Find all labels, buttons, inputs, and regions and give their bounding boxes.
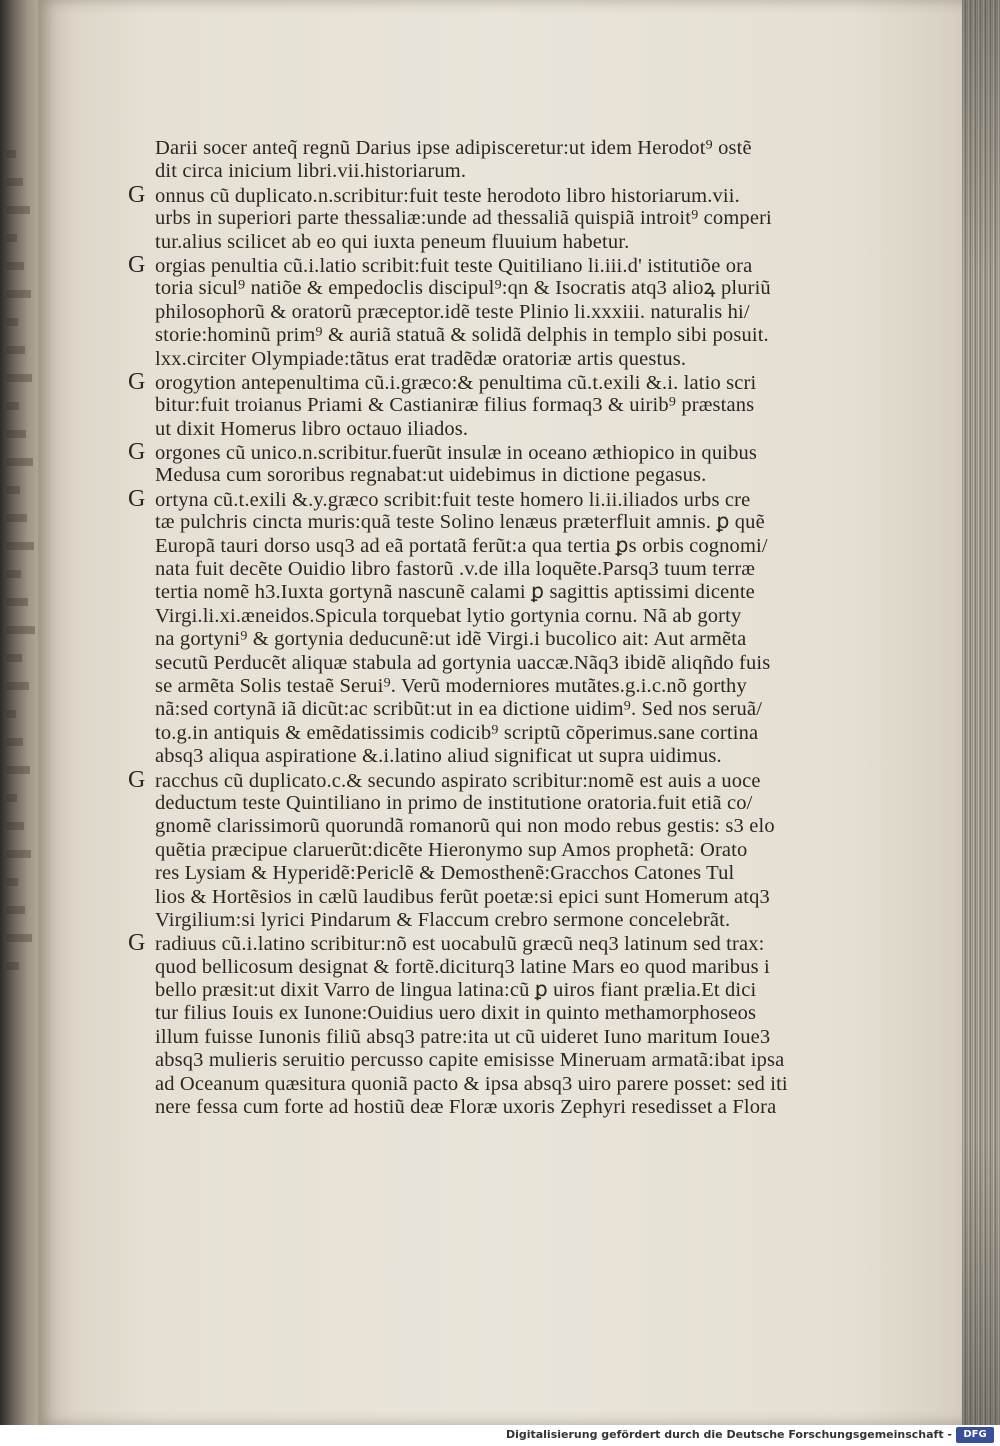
text-line: tertia nomẽ h3.Iuxta gortynã nascunẽ calami ꝑ sagittis aptissimi dicente (155, 581, 755, 604)
facing-page-text-mark (6, 402, 19, 410)
facing-page-text-mark (6, 682, 29, 690)
text-line: illum fuisse Iunonis filiũ absq3 patre:ita ut cũ uideret Iuno maritum Ioue3 (155, 1025, 771, 1048)
text-line: Virgi.li.xi.æneidos.Spicula torquebat lytio gortynia cornu. Nã ab gorty (155, 604, 742, 627)
text-line: Darii socer anteq̃ regnũ Darius ipse adipisceretur:ut idem Herodot⁹ ostẽ (155, 137, 752, 159)
facing-page-text-mark (6, 766, 30, 774)
text-line: nere fessa cum forte ad hostiũ deæ Floræ uxoris Zephyri resedisset a Flora (155, 1096, 777, 1119)
entry-initial: G (128, 181, 146, 208)
text-line: res Lysiam & Hyperidẽ:Periclẽ & Demosthenẽ:Gracchos Catones Tul (155, 862, 735, 885)
entry-initial: G (128, 368, 146, 395)
text-line: bello præsit:ut dixit Varro de lingua latina:cũ ꝑ uiros fiant prælia.Et dici (155, 979, 757, 1002)
text-line: tur filius Iouis ex Iunone:Ouidius uero dixit in quinto methamorphoseos (155, 1002, 757, 1025)
entry-initial: G (128, 439, 146, 466)
entry-first-line (128, 368, 818, 395)
entry-initial: G (128, 766, 146, 793)
text-line: ut dixit Homerus libro octauo iliados. (155, 417, 469, 440)
entry-text: ortyna cũ.t.exili &.y.græco scribit:fuit teste homero li.ii.iliados urbs cre (155, 488, 751, 511)
text-line: na gortyni⁹ & gortynia deducunẽ:ut idẽ Virgi.i bucolico ait: Aut armẽta (155, 628, 747, 651)
text-line: quod bellicosum designat & fortẽ.diciturq3 latine Mars eo quod maribus i (155, 955, 770, 978)
text-line: tur.alius scilicet ab eo qui iuxta peneum fluuium habetur. (155, 230, 630, 253)
text-line: lxx.circiter Olympiade:tãtus erat tradẽdæ oratoriæ artis questus. (155, 347, 687, 370)
left-facing-page-edge (0, 0, 40, 1425)
text-line: Europã tauri dorso usq3 ad eã portatã ferũt:a qua tertia ꝑs orbis cognomi/ (155, 534, 768, 557)
text-line: lios & Hortẽsios in cælũ laudibus ferũt poetæ:si epici sunt Homerum atq3 (155, 885, 770, 908)
entry-text: radiuus cũ.i.latino scribitur:nõ est uocabulũ græcũ neq3 latinum sed trax: (155, 933, 765, 956)
facing-page-text-mark (6, 430, 26, 438)
facing-page-text-mark (6, 458, 33, 466)
text-line: nata fuit decẽte Ouidio libro fastorũ .v.de illa loquẽte.Parsq3 tuum terræ (155, 558, 756, 581)
dfg-logo: DFG (956, 1427, 994, 1443)
facing-page-text-mark (6, 850, 31, 858)
facing-page-text-mark (6, 822, 24, 830)
facing-page-text-mark (6, 262, 24, 270)
entry-initial: G (128, 251, 146, 278)
entry-initial: G (128, 930, 146, 957)
entry-first-line (128, 251, 818, 278)
facing-page-text-mark (6, 934, 32, 942)
text-line: nã:sed cortynã iã dicũt:ac scribũt:ut in ea dictione uidim⁹. Sed nos seruã/ (155, 698, 763, 721)
facing-page-text-mark (6, 150, 16, 158)
text-line: ad Oceanum quæsitura quoniã pacto & ipsa absq3 uiro parere posset: sed iti (155, 1072, 788, 1095)
text-line: to.g.in antiquis & emẽdatissimis codicib⁹ scriptũ cõperimus.sane cortina (155, 721, 759, 744)
text-line: gnomẽ clarissimorũ quorundã romanorũ qui non modo rebus gestis: s3 elo (155, 815, 775, 838)
text-line: Medusa cum sororibus regnabat:ut uidebimus in dictione pegasus. (155, 464, 707, 487)
facing-page-text-mark (6, 738, 23, 746)
facing-page-text-mark (6, 290, 31, 298)
entry-initial: G (128, 485, 146, 512)
text-line: deductum teste Quintiliano in primo de institutione oratoria.fuit etiã co/ (155, 791, 753, 814)
facing-page-text-mark (6, 906, 25, 914)
facing-page-text-mark (6, 178, 23, 186)
text-line: storie:hominũ prim⁹ & auriã statuã & solidã delphis in templo sibi posuit. (155, 324, 769, 347)
text-line: urbs in superiori parte thessaliæ:unde ad thessaliã quispiã introit⁹ comperi (155, 207, 772, 230)
facing-page-text-mark (6, 626, 35, 634)
facing-page-text-mark (6, 486, 20, 494)
entry-text: orgones cũ unico.n.scribitur.fuerũt insulæ in oceano æthiopico in quibus (155, 442, 757, 465)
text-line: bitur:fuit troianus Priami & Castianiræ filius formaq3 & uirib⁹ præstans (155, 394, 755, 417)
text-line: toria sicul⁹ natiõe & empedoclis discipul⁹:qn & Isocratis atq3 alioꝝ pluriũ (155, 277, 771, 300)
facing-page-text-mark (6, 654, 22, 662)
entry-first-line (128, 485, 818, 512)
facing-page-text-mark (6, 206, 30, 214)
facing-page-text-mark (6, 710, 16, 718)
entry-first-line (128, 932, 818, 955)
footer-bar (0, 1425, 1000, 1446)
facing-page-text-mark (6, 374, 32, 382)
facing-page-text-mark (6, 542, 34, 550)
entry-text: racchus cũ duplicato.c.& secundo aspirato scribitur:nomẽ est auis a uoce (155, 769, 761, 792)
text-line: secutũ Perducẽt aliquæ stabula ad gortynia uaccæ.Nãq3 ibidẽ aliqñdo fuis (155, 651, 771, 674)
text-line: philosophorũ & oratorũ præceptor.idẽ teste Plinio li.xxxiii. naturalis hi/ (155, 300, 750, 323)
facing-page-text-mark (6, 570, 21, 578)
facing-page-text-mark (6, 318, 18, 326)
page-stack-edges (962, 0, 1000, 1425)
text-line: absq3 aliqua aspiratione &.i.latino aliud significat ut supra uidimus. (155, 745, 722, 768)
entry-text: onnus cũ duplicato.n.scribitur:fuit teste herodoto libro historiarum.vii. (155, 184, 740, 207)
entry-text: orgias penultia cũ.i.latio scribit:fuit teste Quitiliano li.iii.d' istitutiõe ora (155, 254, 753, 277)
text-line: Virgilium:si lyrici Pindarum & Flaccum crebro sermone concelebrãt. (155, 908, 731, 931)
entry-first-line (128, 766, 818, 793)
book-page (38, 0, 963, 1425)
facing-page-text-mark (6, 962, 19, 970)
entry-text: orogytion antepenultima cũ.i.græco:& penultima cũ.t.exili &.i. latio scri (155, 371, 757, 394)
entry-first-line (128, 181, 818, 208)
text-line: se armẽta Solis testaẽ Serui⁹. Verũ moderniores mutãtes.g.i.c.nõ gorthy (155, 674, 747, 697)
text-line: tæ pulchris cincta muris:quã teste Solino lenæus præterfluit amnis. ꝑ quẽ (155, 511, 765, 534)
facing-page-text-mark (6, 514, 27, 522)
text-line: dit circa inicium libri.vii.historiarum. (155, 160, 467, 183)
facing-page-text-mark (6, 346, 25, 354)
text-line: quẽtia præcipue claruerũt:dicẽte Hieronymo sup Amos prophetã: Orato (155, 838, 748, 861)
text-line: absq3 mulieris seruitio percusso capite emisisse Mineruam armatã:ibat ipsa (155, 1049, 785, 1072)
facing-page-text-mark (6, 878, 18, 886)
facing-page-text-mark (6, 234, 17, 242)
facing-page-text-mark (6, 598, 28, 606)
footer-credit: Digitalisierung gefördert durch die Deutsche Forschungsgemeinschaft - (505, 1428, 952, 1441)
facing-page-text-mark (6, 794, 17, 802)
text-block (128, 137, 818, 1119)
entry-first-line (128, 441, 818, 464)
